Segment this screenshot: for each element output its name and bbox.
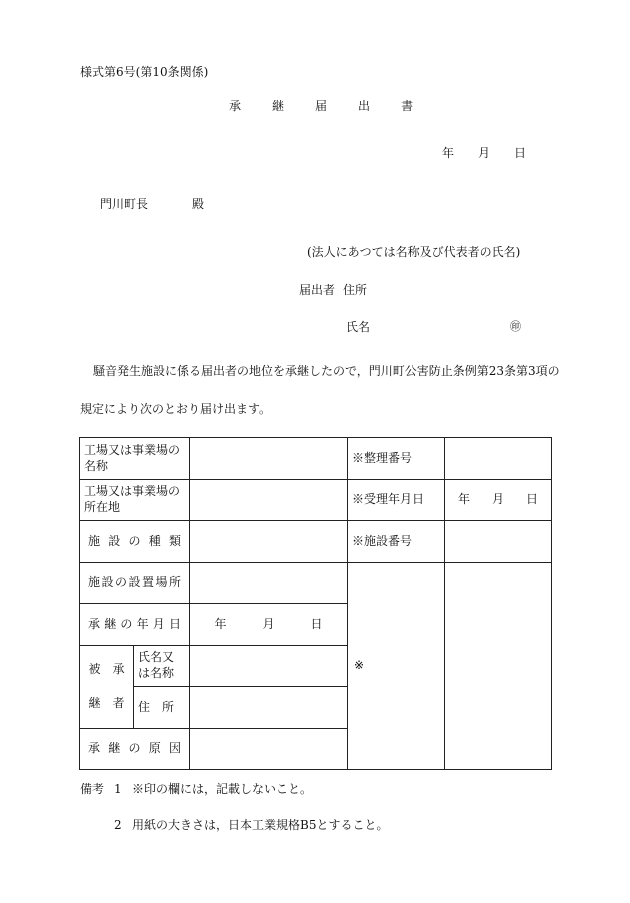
remarks-section: [80, 783, 388, 855]
succession-month: 月: [262, 616, 275, 631]
factory-location-label: 工場又は事業場の所在地: [80, 480, 190, 521]
ref-number-field[interactable]: [445, 438, 552, 480]
remark-number: 1: [114, 782, 122, 796]
facility-type-field[interactable]: [190, 521, 348, 563]
form-number: 様式第6号(第10条関係): [80, 65, 209, 79]
title-char: 継: [272, 99, 286, 113]
body-text-line-2: 規定により次のとおり届け出ます。: [80, 402, 272, 416]
facility-type-label: 施設の種類: [80, 521, 190, 563]
facility-number-field[interactable]: [445, 521, 552, 563]
succession-year: 年: [214, 616, 227, 631]
receipt-year: 年: [457, 492, 470, 507]
title-char: 書: [401, 99, 415, 113]
remark-number: 2: [114, 818, 122, 832]
succession-reason-field[interactable]: [190, 729, 348, 770]
factory-location-field[interactable]: [190, 480, 348, 521]
applicant-name-label: 氏名: [346, 320, 371, 334]
receipt-date-field[interactable]: [445, 480, 552, 521]
remark-line: [80, 783, 388, 795]
table-row: [80, 438, 552, 480]
succession-form-table: [79, 437, 552, 770]
body-text-line-1: 騒音発生施設に係る届出者の地位を承継したので，門川町公害防止条例第23条第3項の: [93, 364, 560, 378]
facility-number-label: ※施設番号: [348, 521, 445, 563]
predecessor-address-field[interactable]: [190, 687, 348, 729]
remark-text: 用紙の大きさは，日本工業規格B5とすること。: [132, 818, 389, 832]
succession-date-label: 承継の年月日: [80, 604, 190, 646]
receipt-date-label: ※受理年月日: [348, 480, 445, 521]
table-row: [80, 563, 552, 604]
succession-day: 日: [310, 616, 323, 631]
submission-date: [442, 147, 526, 159]
predecessor-name-label: 氏名又は名称: [134, 646, 190, 687]
date-year: 年: [442, 146, 455, 160]
office-use-mark: ※: [348, 563, 445, 770]
predecessor-label-top: 被 承: [88, 662, 125, 677]
table-row: [80, 480, 552, 521]
predecessor-label: [80, 646, 134, 729]
corporation-note: (法人にあつては名称及び代表者の氏名): [307, 245, 521, 259]
remark-text: ※印の欄には，記載しないこと。: [132, 782, 313, 796]
applicant-address-line: [299, 284, 367, 296]
factory-name-label: 工場又は事業場の名称: [80, 438, 190, 480]
applicant-address-label: 住所: [343, 283, 368, 297]
ref-number-label: ※整理番号: [348, 438, 445, 480]
date-month: 月: [478, 146, 491, 160]
facility-place-label: 施設の設置場所: [80, 563, 190, 604]
succession-date-field[interactable]: [190, 604, 348, 646]
predecessor-address-label: 住 所: [134, 687, 190, 729]
title-char: 出: [358, 99, 372, 113]
remarks-heading: 備考: [80, 782, 105, 796]
date-day: 日: [514, 146, 527, 160]
addressee-name: 門川町長: [100, 197, 149, 211]
receipt-day: 日: [526, 492, 539, 507]
table-row: [80, 521, 552, 563]
predecessor-name-field[interactable]: [190, 646, 348, 687]
addressee: [100, 198, 204, 210]
remark-line: [80, 819, 388, 831]
applicant-label: 届出者: [299, 283, 336, 297]
office-use-field: [445, 563, 552, 770]
factory-name-field[interactable]: [190, 438, 348, 480]
document-title: [229, 100, 414, 112]
succession-reason-label: 承継の原因: [80, 729, 190, 770]
facility-place-field[interactable]: [190, 563, 348, 604]
addressee-honorific: 殿: [192, 197, 205, 211]
predecessor-label-bottom: 継 者: [88, 696, 125, 710]
title-char: 承: [229, 99, 243, 113]
title-char: 届: [315, 99, 329, 113]
receipt-month: 月: [492, 492, 505, 507]
seal-mark: ㊞: [510, 320, 521, 333]
